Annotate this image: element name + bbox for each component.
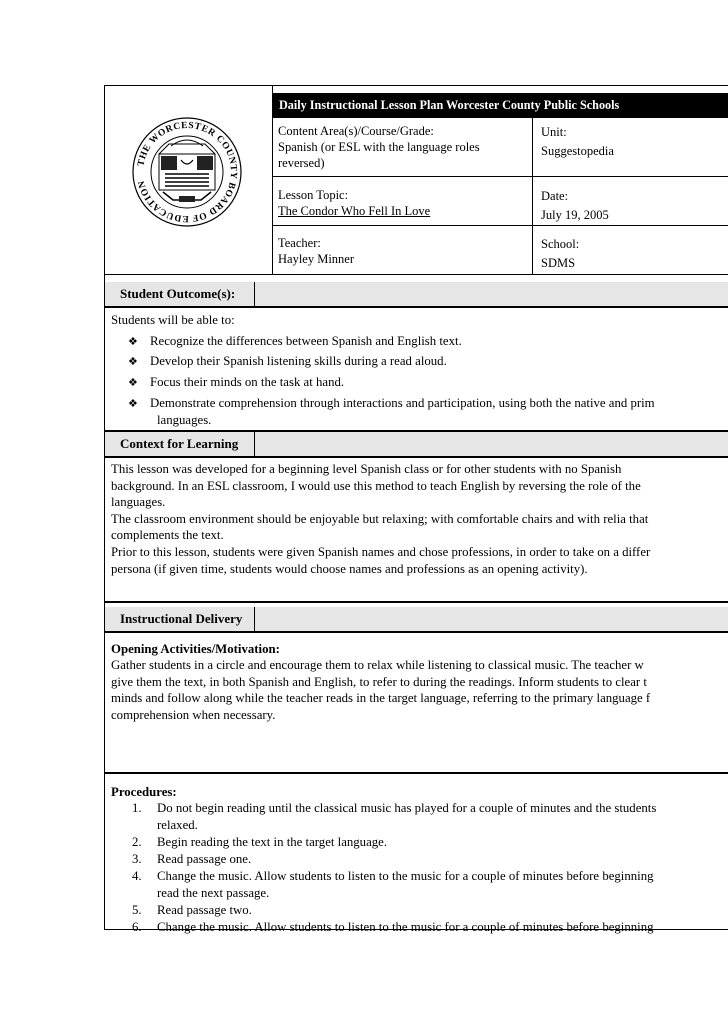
teacher-field xyxy=(278,235,354,267)
topic-value: The Condor Who Fell In Love xyxy=(278,204,431,218)
procedures-title: Procedures: xyxy=(111,785,177,799)
section-heading: Context for Learning xyxy=(105,432,255,456)
context-text: This lesson was developed for a beginning level Spanish class or for other students with no Spanish background. In an ESL classroom, I would use this method to teach English by reversing the role of the languages. The classroom environment should be enjoyable but relaxing; with comfortable chairs and with relia that complements the text. Prior to this lesson, students were given Spanish names and chose professions, in order to take on a differ persona (if given time, students would choose names and professions as an opening activity). xyxy=(111,462,651,576)
unit-value: Suggestopedia xyxy=(541,144,614,158)
content-area-value-cont: reversed) xyxy=(278,156,325,170)
diamond-bullet-icon: ❖ xyxy=(128,398,138,410)
lesson-plan-page xyxy=(104,85,728,934)
school-field xyxy=(541,235,579,273)
divider xyxy=(105,456,728,458)
topic-label: Lesson Topic: xyxy=(278,188,349,202)
section-heading: Student Outcome(s): xyxy=(105,282,255,306)
divider xyxy=(272,176,728,177)
date-field xyxy=(541,187,609,225)
seal-text: THE WORCESTER COUNTY BOARD OF EDUCATION xyxy=(136,120,239,224)
unit-field xyxy=(541,123,614,161)
logo-cell xyxy=(105,86,273,274)
content-area-label: Content Area(s)/Course/Grade: xyxy=(278,124,434,138)
divider xyxy=(105,631,728,633)
outcomes-section-header xyxy=(105,282,728,306)
outcomes-intro: Students will be able to: xyxy=(111,313,235,327)
list-item: ❖ Focus their minds on the task at hand. xyxy=(128,374,344,392)
date-label: Date: xyxy=(541,189,569,203)
title-bar xyxy=(272,93,728,118)
context-section-header xyxy=(105,432,728,456)
section-heading: Instructional Delivery xyxy=(105,607,255,631)
procedure-step: 6. Change the music. Allow students to listen to the music for a couple of minutes before beginning xyxy=(132,920,654,934)
diamond-bullet-icon: ❖ xyxy=(128,377,138,389)
board-of-education-seal xyxy=(131,116,243,228)
procedure-step-cont: read the next passage. xyxy=(157,886,270,900)
school-label: School: xyxy=(541,237,580,251)
delivery-section-header xyxy=(105,607,728,631)
opening-text: Gather students in a circle and encourage them to relax while listening to classical music. The teacher w give them the text, in both Spanish and English, to refer to during the readings. Inform students to clear t minds and follow along while the teacher reads in the target language, referring to the primary language f comprehension when necessary. xyxy=(111,658,651,722)
teacher-value: Hayley Minner xyxy=(278,252,355,266)
divider xyxy=(105,601,728,603)
procedure-step: 1. Do not begin reading until the classical music has played for a couple of minutes and the students xyxy=(132,801,657,815)
diamond-bullet-icon: ❖ xyxy=(128,336,138,348)
procedure-step: 4. Change the music. Allow students to listen to the music for a couple of minutes before beginning xyxy=(132,869,654,883)
date-value: July 19, 2005 xyxy=(541,208,609,222)
list-item: ❖ Recognize the differences between Spanish and English text. xyxy=(128,333,462,351)
procedure-step: 5. Read passage two. xyxy=(132,903,252,917)
divider xyxy=(105,306,728,308)
content-area-value: Spanish (or ESL with the language roles xyxy=(278,140,480,154)
procedure-step: 3. Read passage one. xyxy=(132,852,252,866)
procedure-step-cont: relaxed. xyxy=(157,818,198,832)
list-item: ❖ Demonstrate comprehension through interactions and participation, using both the native and prim xyxy=(128,395,655,413)
teacher-label: Teacher: xyxy=(278,236,321,250)
procedure-step: 2. Begin reading the text in the target language. xyxy=(132,835,388,849)
divider xyxy=(272,225,728,226)
header-block xyxy=(105,86,728,275)
divider xyxy=(105,772,728,774)
school-value: SDMS xyxy=(541,256,576,270)
page-title: Daily Instructional Lesson Plan Worcester County Public Schools xyxy=(279,98,620,112)
list-item-cont: languages. xyxy=(157,413,212,427)
topic-field xyxy=(278,187,430,219)
list-item: ❖ Develop their Spanish listening skills during a read aloud. xyxy=(128,353,447,371)
opening-title: Opening Activities/Motivation: xyxy=(111,642,280,656)
divider xyxy=(532,118,533,274)
content-area-field xyxy=(278,123,480,171)
diamond-bullet-icon: ❖ xyxy=(128,356,138,368)
unit-label: Unit: xyxy=(541,125,567,139)
